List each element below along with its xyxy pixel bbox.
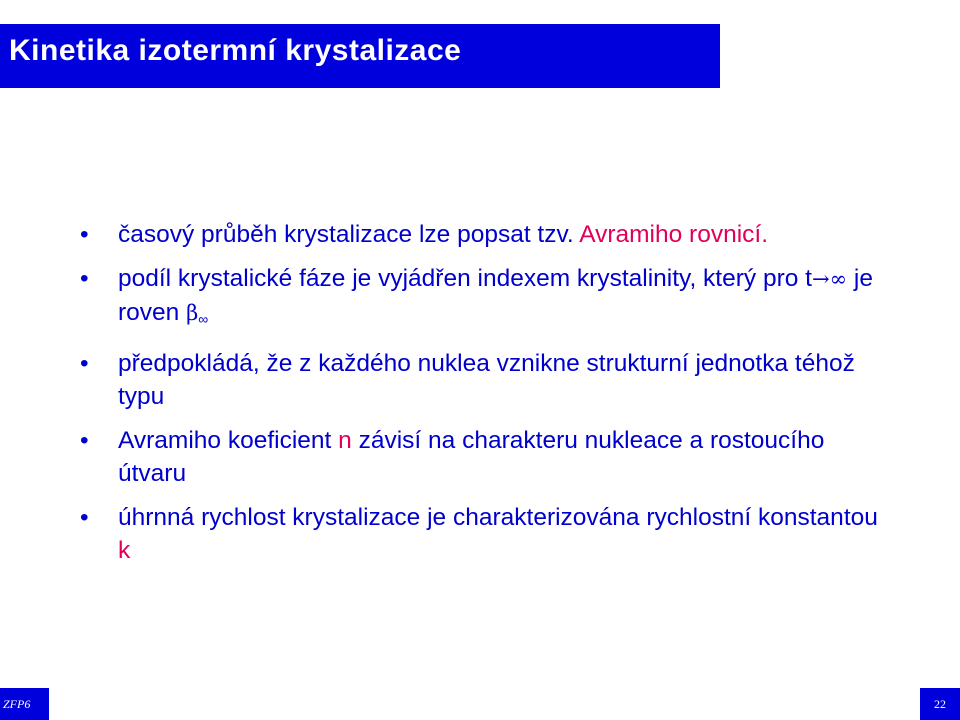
highlight-avrami-equation: Avramiho rovnicí.: [579, 221, 768, 248]
bullet-text: Avramiho koeficient: [118, 427, 339, 454]
beta-symbol: β: [186, 301, 199, 325]
bullet-marker: •: [80, 504, 89, 531]
bullet-marker: •: [80, 427, 89, 454]
bullet-text: předpokládá, že z každého nuklea vznikne strukturní jednotka téhož typu: [118, 350, 855, 410]
bullet-list: [80, 218, 880, 578]
slide-title: Kinetika izotermní krystalizace: [9, 34, 462, 67]
infinity-symbol: ∞: [829, 267, 848, 291]
page-number: 22: [920, 688, 960, 720]
bullet-text-mid: je roven: [118, 265, 873, 326]
bullet-text: úhrnná rychlost krystalizace je charakterizována rychlostní konstantou: [118, 504, 878, 531]
infinity-subscript: ∞: [198, 311, 209, 327]
bullet-text: podíl krystalické fáze je vyjádřen indexem krystalinity, který pro t: [118, 265, 812, 292]
bullet-item-2: [80, 262, 880, 336]
bullet-text-after: závisí na charakteru nukleace a rostoucího útvaru: [118, 427, 825, 487]
bullet-item-1: [80, 218, 880, 251]
footer-label: ZFP6: [0, 688, 49, 720]
bullet-marker: •: [80, 221, 89, 248]
highlight-k: k: [118, 537, 131, 564]
bullet-marker: •: [80, 265, 89, 292]
bullet-item-3: [80, 347, 880, 413]
bullet-item-5: [80, 501, 880, 567]
arrow-symbol: →: [811, 267, 830, 291]
highlight-n: n: [338, 427, 352, 454]
bullet-text: časový průběh krystalizace lze popsat tzv.: [118, 221, 580, 248]
bullet-item-4: [80, 424, 880, 490]
bullet-marker: •: [80, 350, 89, 377]
